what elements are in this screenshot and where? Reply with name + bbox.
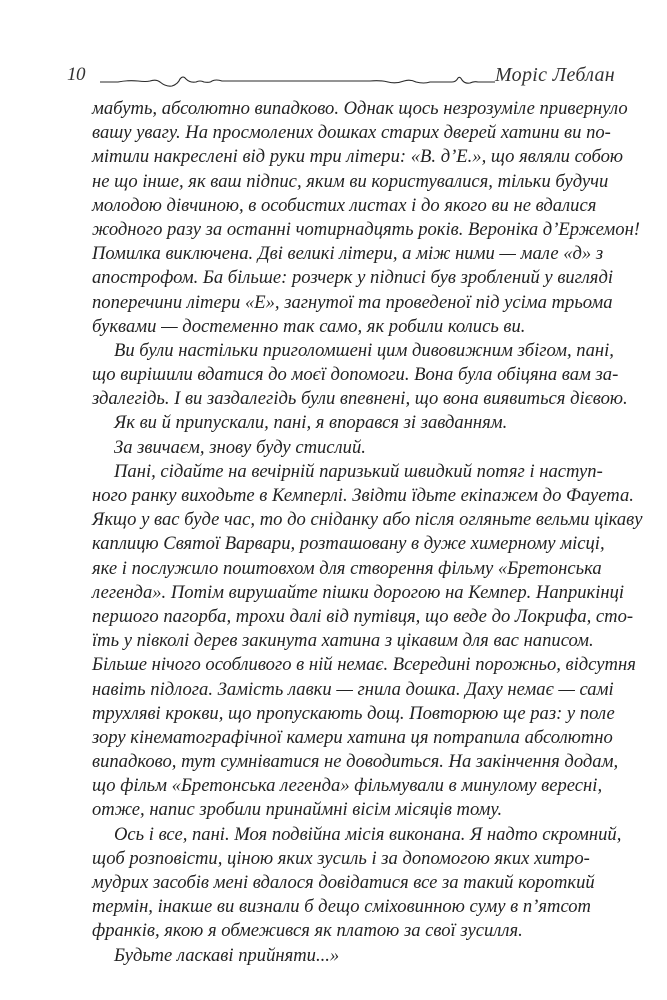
- text-line: Ось і все, пані. Моя подвійна місія виконана. Я надто скромний,: [114, 823, 622, 845]
- text-line: Якщо у вас буде час, то до сніданку або після огляньте вельми цікаву: [92, 509, 643, 531]
- decorative-rule-ornament: [100, 70, 495, 90]
- text-line: мабуть, абсолютно випадково. Однак щось незрозуміле привернуло: [92, 98, 628, 119]
- text-line: апострофом. Ба більше: розчерк у підписі був зроблений у вигляді: [92, 267, 614, 289]
- paragraph: [92, 436, 589, 460]
- text-line: трухляві крокви, що пропускають дощ. Повторюю ще раз: у поле: [92, 702, 615, 724]
- text-line: За звичаєм, знову буду стислий.: [114, 436, 366, 458]
- text-line: що фільм «Бретонська легенда» фільмували в минулому вересні,: [92, 775, 603, 797]
- text-line: Ви були настільки приголомшені цим дивовижним збігом, пані,: [114, 339, 614, 361]
- text-line: поперечини літери «Е», загнутої та проведеної під усіма трьома: [92, 291, 613, 313]
- text-line: Будьте ласкаві прийняти...»: [114, 944, 340, 966]
- text-line: Помилка виключена. Дві великі літери, а між ними — мале «д» з: [92, 243, 604, 265]
- text-line: першого пагорба, трохи далі від путівця, що веде до Локрифа, сто-: [92, 605, 634, 627]
- text-line: мітили накреслені від руки три літери: «В. д’Е.», що являли собою: [92, 146, 623, 168]
- text-line: щоб розповісти, ціною яких зусиль і за допомогою яких хитро-: [92, 847, 590, 869]
- text-line: не що інше, як ваш підпис, яким ви користувалися, тільки будучи: [92, 170, 609, 192]
- text-line: яке і послужило поштовхом для створення фільму «Бретонська: [92, 557, 602, 579]
- text-line: Як ви й припускали, пані, я впорався зі завданням.: [114, 412, 508, 434]
- running-header-author: Моріс Леблан: [495, 64, 616, 86]
- text-line: що вирішили вдатися до моєї допомоги. Вона була обіцяна вам за-: [92, 364, 619, 386]
- text-line: каплицю Святої Варвари, розташовану в дуже химерному місці,: [92, 533, 605, 555]
- page-number: 10: [67, 64, 85, 85]
- text-line: жодного разу за останні чотирнадцять років. Вероніка д’Ержемон!: [92, 218, 640, 240]
- text-line: Більше нічого особливого в ній немає. Всередині порожньо, відсутня: [92, 654, 636, 676]
- paragraph: [92, 460, 643, 823]
- paragraph: [92, 97, 640, 339]
- text-line: навіть підлога. Замість лавки — гнила дошка. Даху немає — самі: [92, 678, 614, 700]
- text-line: зору кінематографічної камери хатина ця потрапила абсолютно: [92, 726, 613, 748]
- text-line: буквами — достеменно так само, як робили колись ви.: [92, 315, 526, 337]
- paragraph: [92, 944, 589, 968]
- paragraph: [92, 339, 628, 412]
- text-line: здалегідь. І ви заздалегідь були впевнені, що вона виявиться дієвою.: [92, 388, 628, 410]
- text-line: мудрих засобів мені вдалося довідатися все за такий короткий: [92, 872, 595, 893]
- text-line: термін, інакше ви визнали б дещо сміховинною суму в п’ятсот: [92, 896, 591, 918]
- text-line: молодою дівчиною, в особистих листах і до якого ви не вдалися: [92, 194, 597, 216]
- running-header: [0, 62, 667, 92]
- text-line: франків, якою я обмежився як платою за свої зусилля.: [92, 920, 523, 942]
- text-line: їть у півколі дерев закинута хатина з цікавим для вас написом.: [92, 630, 594, 652]
- text-line: Пані, сідайте на вечірній паризький швидкий потяг і наступ-: [114, 460, 603, 482]
- text-line: вашу увагу. На просмолених дошках старих дверей хатини ви по-: [92, 122, 611, 144]
- text-line: отже, напис зробили принаймні вісім місяців тому.: [92, 799, 503, 821]
- page-body: [92, 97, 643, 968]
- paragraph: [92, 411, 589, 435]
- text-line: легенда». Потім вирушайте пішки дорогою на Кемпер. Наприкінці: [92, 581, 625, 603]
- paragraph: [92, 823, 622, 944]
- text-line: ного ранку виходьте в Кемперлі. Звідти їдьте екіпажем до Фауета.: [92, 485, 634, 506]
- text-line: випадково, тут сумніватися не доводиться. На закінчення додам,: [92, 751, 619, 773]
